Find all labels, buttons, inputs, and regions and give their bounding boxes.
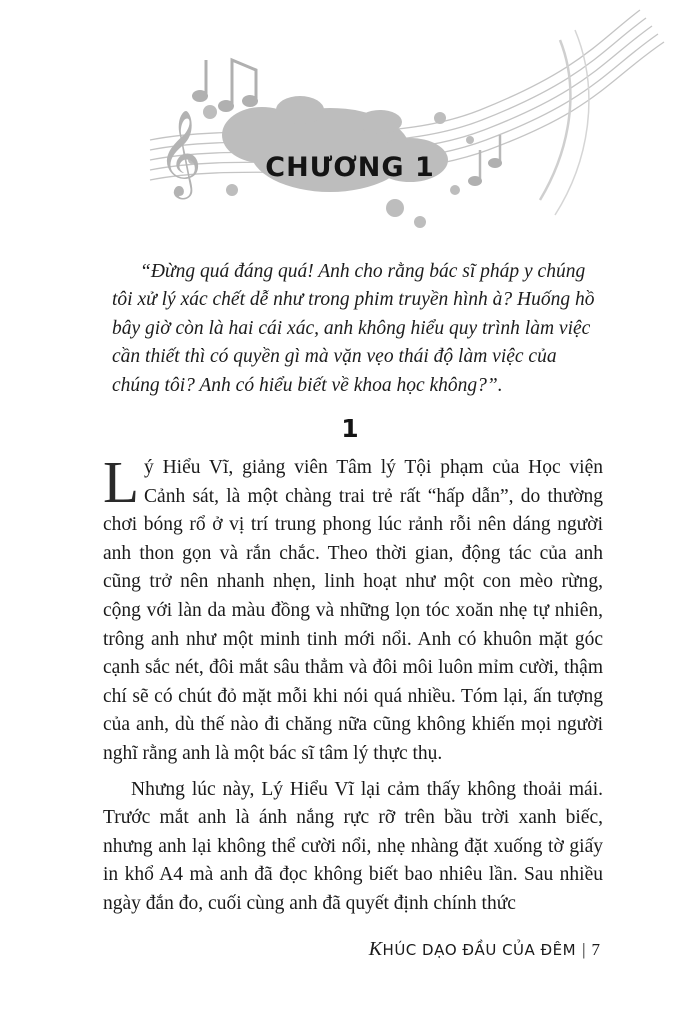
chapter-title: CHƯƠNG 1 <box>265 152 435 183</box>
book-title <box>368 938 577 960</box>
body-text <box>103 449 603 919</box>
paragraph-2: Nhưng lúc này, Lý Hiểu Vĩ lại cảm thấy không thoải mái. Trước mắt anh là ánh nắng rực rỡ trên bầu trời xanh biếc, nhưng anh lại không thể cười nổi, nhẹ nhàng đặt xuống tờ giấy in khổ A4 mà anh đã đọc không biết bao nhiêu lần. Sau nhiều ngày đắn đo, cuối cùng anh đã quyết định chính thức <box>103 778 603 914</box>
section-number: 1 <box>341 414 359 443</box>
page-number: 7 <box>591 940 600 959</box>
paragraph-1-text: ý Hiểu Vĩ, giảng viên Tâm lý Tội phạm của Học viện Cảnh sát, là một chàng trai trẻ rất “hấp dẫn”, do thường chơi bóng rổ ở vị trí trung phong lúc rảnh rỗi nên dáng người anh thon gọn và rắn chắc. Theo thời gian, động tác của anh cũng trở nên nhanh nhẹn, linh hoạt như một con mèo rừng, cộng với làn da màu đồng và những lọn tóc xoăn nhẹ tự nhiên, trông anh như một minh tinh mới nổi. Anh có khuôn mặt góc cạnh sắc nét, đôi mắt sâu thẳm và đôi môi luôn mỉm cười, thậm chí sẽ có chút đỏ mặt mỗi khi nói quá nhiều. Tóm lại, ấn tượng của anh, dù thế nào đi chăng nữa cũng không khiến mọi người nghĩ rằng anh là một bác sĩ tâm lý thực thụ. <box>103 457 603 764</box>
epigraph-quote: “Đừng quá đáng quá! Anh cho rằng bác sĩ pháp y chúng tôi xử lý xác chết dễ như trong phim truyền hình à? Huống hồ bây giờ còn là hai cái xác, anh không hiểu quy trình làm việc cần thiết thì có quyền gì mà vặn vẹo thái độ làm việc của chúng tôi? Anh có hiểu biết về khoa học không?”. <box>112 260 595 396</box>
page-footer <box>369 938 600 961</box>
svg-text:𝄞: 𝄞 <box>158 110 202 196</box>
footer-separator: | <box>582 940 586 959</box>
music-notes-splash-icon <box>0 0 700 240</box>
book-title-rest: HÚC DẠO ĐẦU CỦA ĐÊM <box>382 941 577 959</box>
book-title-initial: K <box>368 938 383 960</box>
drop-cap: L <box>103 449 140 515</box>
paragraph-1 <box>103 449 603 769</box>
